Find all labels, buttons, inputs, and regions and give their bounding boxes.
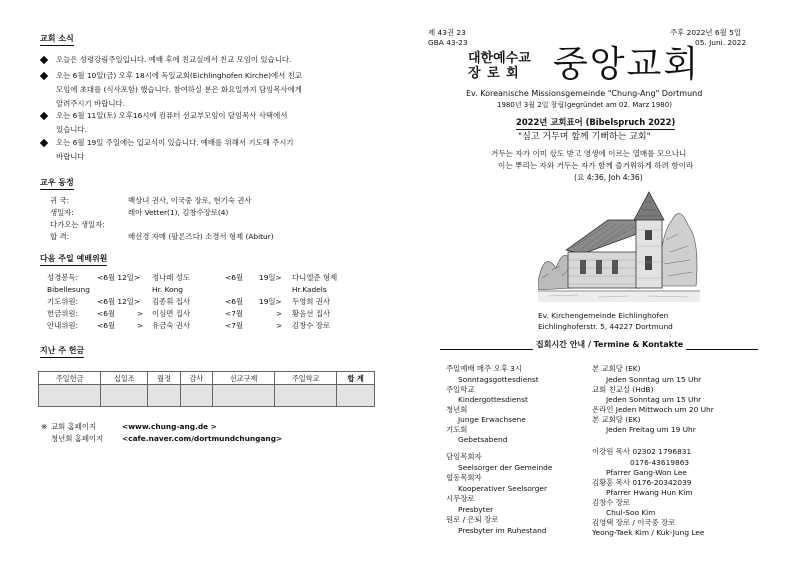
server-name: Hr. Kong — [152, 285, 183, 294]
server-role: 기도위원: — [47, 297, 79, 306]
server-role: 성경봉독: — [47, 273, 79, 282]
server-date: <6월 — [225, 297, 244, 306]
schedule-left: Presbyter im Ruhestand — [458, 526, 547, 535]
schedule-right: 본 교회당 (EK) — [592, 415, 641, 424]
server-role: Bibellesung — [47, 285, 90, 294]
schedule-right: 온라인 Jeden Mittwoch um 20 Uhr — [592, 405, 714, 414]
schedule-left: 담임목회자 — [446, 452, 482, 461]
server-name: 정나래 성도 — [152, 273, 191, 282]
date-korean: 주후 2022년 6월 5일 — [670, 28, 741, 37]
server-date: <7월 — [225, 321, 244, 330]
schedule-right: 0176-43619863 — [630, 458, 690, 467]
schedule-right: Chul-Soo Kim — [606, 508, 656, 517]
server-name: 유금숙 권사 — [152, 321, 191, 330]
server-name: 황음선 집사 — [292, 309, 331, 318]
offering-title: 지난 주 헌금 — [40, 346, 84, 358]
date-german: 05. Juni. 2022 — [695, 38, 747, 47]
family-label-passed: 합 격: — [50, 232, 70, 241]
schedule-right: Yeong-Taek Kim / Kuk-Jung Lee — [592, 528, 705, 537]
church-address-line-1: Ev. Kirchengemeinde Eichlinghofen — [538, 311, 669, 320]
server-date: > — [276, 309, 283, 318]
family-label-birthday: 생일자: — [50, 208, 74, 217]
diamond-bullet-icon — [40, 72, 48, 80]
motto-verse-line-2: 이는 뿌리는 자와 거두는 자가 함께 즐거워하게 하려 함이라 — [498, 161, 694, 170]
server-name: 김창수 장로 — [292, 321, 331, 330]
diamond-bullet-icon — [40, 112, 48, 120]
schedule-right: 교회 친교실 (HdB) — [592, 385, 654, 394]
family-label-return: 귀 국: — [50, 196, 70, 205]
schedule-right: Jeden Sonntag um 15 Uhr — [606, 375, 702, 384]
offering-value-total — [337, 385, 375, 407]
diamond-bullet-icon — [40, 139, 48, 147]
offering-header: 십일조 — [101, 372, 148, 385]
schedule-left: 주일학교 — [446, 385, 475, 394]
schedule-right: 김창수 장로 — [592, 498, 631, 507]
offering-header: 감사 — [180, 372, 212, 385]
offering-header-total: 합 계 — [337, 372, 375, 385]
offering-header: 주일헌금 — [39, 372, 101, 385]
offering-value-row — [39, 385, 375, 407]
offering-value — [275, 385, 337, 407]
schedule-right: 이강원 목사 02302 1796831 — [592, 447, 692, 456]
youth-homepage-link[interactable]: <cafe.naver.com/dortmundchungang> — [122, 434, 283, 443]
offering-header: 주일학교 — [275, 372, 337, 385]
news-item-3-line-1: 오는 6월 11일(토) 오후16시에 컴퓨터 선교부모임이 담임목사 사택에서 — [56, 111, 288, 120]
founding-date: 1980년 3월 2일 창립(gegründet am 02. Marz 1980) — [497, 101, 672, 109]
server-date: 19일> — [259, 297, 282, 306]
schedule-right: Jeden Freitag um 19 Uhr — [606, 425, 696, 434]
server-name: 김종휘 집사 — [152, 297, 191, 306]
schedule-left: Junge Erwachsene — [458, 415, 526, 424]
news-item-2-line-2: 모임에 초대를 (식사포함) 했습니다. 참여하실 분은 화요일까지 담임목사에게 — [56, 85, 302, 94]
church-building-illustration — [538, 190, 700, 302]
server-role: 안내위원: — [47, 321, 79, 330]
schedule-right: 김영택 장로 / 이국중 장로 — [592, 518, 676, 527]
server-name: 두영희 권사 — [292, 297, 331, 306]
schedule-left: 원로 / 은퇴 장로 — [446, 515, 499, 524]
schedule-left: 주일예배 매주 오후 3시 — [446, 364, 523, 373]
schedule-title: 집회시간 안내 / Termine & Kontakte — [533, 340, 686, 350]
diamond-bullet-icon — [40, 56, 48, 64]
schedule-left: Presbyter — [458, 505, 494, 514]
offering-header: 선교구제 — [212, 372, 274, 385]
news-item-2-line-1: 오는 6월 10일(금) 오후 18시에 독일교회(Eichlinghofen Kirche)에서 친교 — [56, 71, 302, 80]
offering-value — [148, 385, 180, 407]
server-name: 이심면 집사 — [152, 309, 191, 318]
server-date: <6월 — [97, 309, 116, 318]
schedule-left: Gebetsabend — [458, 435, 508, 444]
homepage-label: 교회 홈페이지 — [51, 422, 97, 431]
schedule-right: Pfarrer Hwang Hun Kim — [606, 488, 693, 497]
offering-value — [212, 385, 274, 407]
schedule-left: Seelsorger der Gemeinde — [458, 463, 553, 472]
news-item-1: 오늘은 성령강림주일입니다. 예배 후에 친교실에서 친교 모임이 있습니다. — [56, 55, 292, 64]
server-date: > — [276, 321, 283, 330]
server-date: <6월 — [97, 321, 116, 330]
server-name: Hr.Kadels — [292, 285, 327, 294]
server-date: <6월 12일> — [97, 273, 141, 282]
schedule-left: Sonntagsgottesdienst — [458, 375, 539, 384]
offering-value — [180, 385, 212, 407]
news-item-4-line-1: 오는 6월 19일 주일에는 입교식이 있습니다. 예배를 위해서 기도해 주시기 — [56, 138, 294, 147]
homepage-link[interactable]: <www.chung-ang.de > — [122, 422, 217, 431]
schedule-left: Kooperativer Seelsorger — [458, 484, 547, 493]
motto-verse-reference: (요 4:36, Joh 4:36) — [574, 173, 643, 182]
server-date: > — [137, 321, 144, 330]
news-item-4-line-2: 바랍니다 — [56, 152, 85, 161]
server-date: <6월 — [225, 273, 244, 282]
news-item-2-line-3: 알려주시기 바랍니다. — [56, 99, 125, 108]
schedule-left: 협동목회자 — [446, 473, 482, 482]
schedule-right: 김황훈 목사 0176-20342039 — [592, 478, 692, 487]
server-date: > — [137, 309, 144, 318]
church-name: 중앙교회 — [553, 44, 701, 85]
church-address-line-2: Eichlinghoferstr. 5, 44227 Dortmund — [538, 322, 673, 331]
gba-number: GBA 43-23 — [428, 38, 468, 47]
family-value-passed: 배선경 자매 (팔론즈다) 소경서 형제 (Abitur) — [128, 232, 274, 241]
schedule-left: 청년회 — [446, 405, 468, 414]
family-value-return: 백상녀 권사, 이국중 장로, 현기숙 권사 — [128, 196, 252, 205]
motto-slogan: "심고 거두며 함께 기뻐하는 교회" — [518, 132, 651, 142]
reference-mark: ※ — [41, 422, 48, 431]
offering-table — [38, 371, 375, 407]
server-date: 19일> — [259, 273, 282, 282]
offering-value — [101, 385, 148, 407]
offering-header: 월정 — [148, 372, 180, 385]
schedule-left: Kindergottesdienst — [458, 395, 528, 404]
schedule-right: Jeden Sonntag um 15 Uhr — [606, 395, 702, 404]
motto-title: 2022년 교회표어 (Bibelspruch 2022) — [516, 117, 675, 130]
church-name-german: Ev. Koreanische Missionsgemeinde "Chung-Ang" Dortmund — [466, 89, 703, 98]
motto-verse-line-1: 거두는 자가 이미 삯도 받고 영생에 이르는 열매를 모으나니 — [491, 149, 687, 158]
server-role: 헌금위원: — [47, 309, 79, 318]
denomination-line-2: 장 로 회 — [468, 66, 520, 81]
youth-homepage-label: 청년회 홈페이지 — [51, 434, 104, 443]
volume-number: 제 43권 23 — [428, 28, 466, 37]
server-date: <7월 — [225, 309, 244, 318]
news-title: 교회 소식 — [40, 34, 74, 46]
schedule-right: 본 교회당 (EK) — [592, 364, 641, 373]
offering-header-row — [39, 372, 375, 385]
schedule-left: 기도회 — [446, 425, 468, 434]
schedule-right: Pfarrer Gang-Won Lee — [606, 468, 687, 477]
family-value-birthday: 레아 Vetter(1), 김창수장로(4) — [128, 208, 229, 217]
news-item-3-line-2: 있습니다. — [56, 125, 87, 134]
server-date: <6월 12일> — [97, 297, 141, 306]
server-name: 다니엘준 형제 — [292, 273, 338, 282]
denomination-line-1: 대한예수교 — [468, 51, 531, 66]
family-label-upcoming: 다가오는 생일자: — [50, 220, 105, 229]
offering-value — [39, 385, 101, 407]
servers-title: 다음 주일 예배위원 — [40, 254, 107, 266]
family-title: 교우 동정 — [40, 178, 74, 190]
schedule-left: 시무장로 — [446, 494, 475, 503]
